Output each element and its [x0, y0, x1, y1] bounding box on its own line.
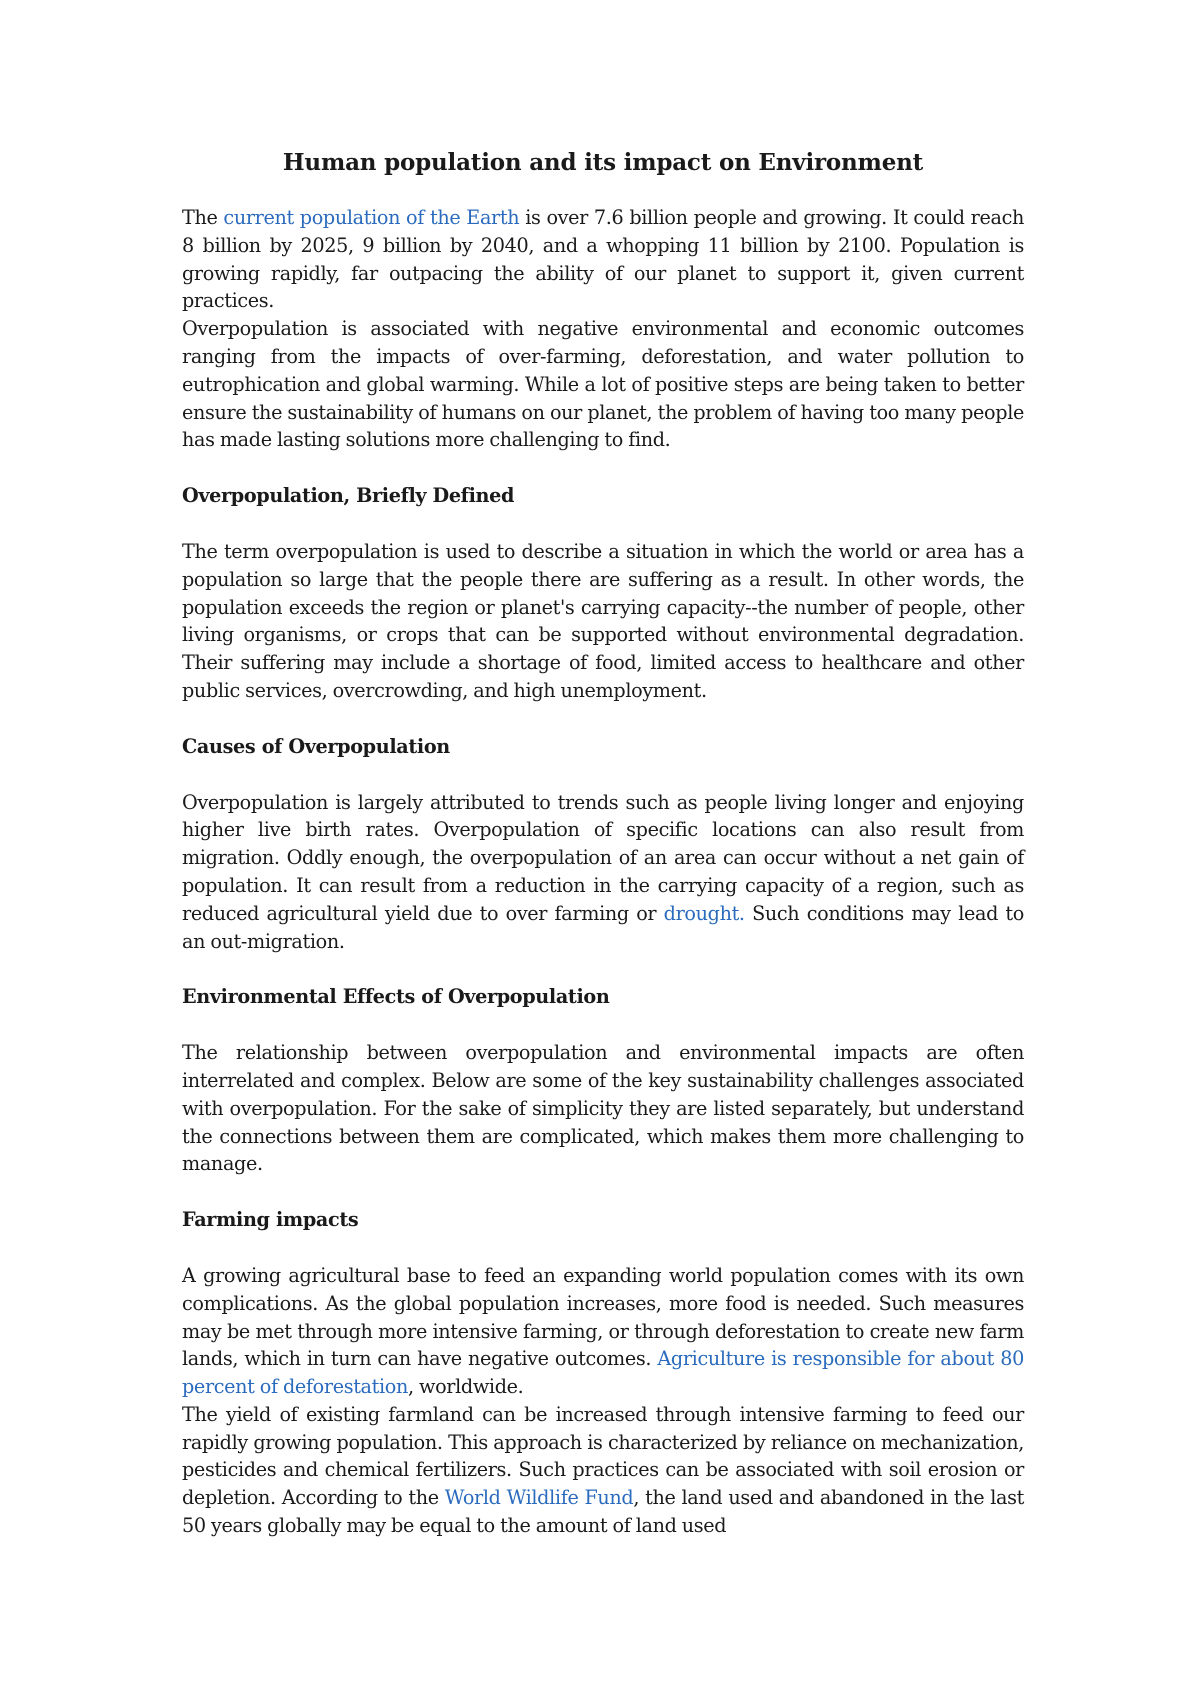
- text-run: , worldwide.: [408, 1375, 524, 1399]
- text-run: The: [182, 206, 224, 229]
- text-run: The yield of existing farmland can be increased through intensive farming to feed our rapidly growing population. This approach is characterized by reliance on mechanization, pesticides and chemical fertilizers. Such practices can be associated with soil erosion or depletion. According to the: [182, 1402, 1024, 1510]
- heading-overpopulation-defined: Overpopulation, Briefly Defined: [182, 484, 515, 508]
- farming-paragraph-1: [182, 1262, 1024, 1401]
- wwf-link[interactable]: World Wildlife Fund: [444, 1486, 634, 1510]
- defined-paragraph: The term overpopulation is used to describe a situation in which the world or area has a population so large that the people there are suffering as a result. In other words, the population exceeds the region or planet's carrying capacity--the number of people, other living organisms, or crops that can be supported without environmental degradation. Their suffering may include a shortage of food, limited access to healthcare and other public services, overcrowding, and high unemployment.: [182, 539, 1024, 702]
- intro-paragraph-1: [182, 204, 1024, 315]
- drought-link[interactable]: drought.: [663, 901, 745, 925]
- text-run: A growing agricultural base to feed an expanding world population comes with its own complications. As the global population increases, more food is needed. Such measures may be met through more intensive farming, or through deforestation to create new farm lands, which in turn can have negative outcomes.: [182, 1263, 1024, 1371]
- causes-paragraph: [182, 789, 1024, 956]
- document-page: [182, 146, 1024, 1540]
- text-run: Such conditions may lead to an out-migration.: [182, 901, 1024, 953]
- heading-causes: Causes of Overpopulation: [182, 734, 450, 758]
- earth-population-link[interactable]: current population of the Earth: [223, 206, 520, 229]
- text-run: is over 7.6 billion people and growing. It could reach 8 billion by 2025, 9 billion by 2040, and a whopping 11 billion by 2100. Population is growing rapidly, far outpacing the ability of our planet to support it, given current practices.: [182, 206, 1024, 313]
- farming-paragraph-2: [182, 1401, 1024, 1540]
- deforestation-link[interactable]: Agriculture is responsible for about 80 percent of deforestation: [182, 1347, 1024, 1399]
- heading-environmental-effects: Environmental Effects of Overpopulation: [182, 985, 610, 1009]
- heading-farming-impacts: Farming impacts: [182, 1208, 359, 1232]
- text-run: , the land used and abandoned in the last 50 years globally may be equal to the amount of land used: [182, 1486, 1024, 1538]
- page-title: Human population and its impact on Environment: [282, 149, 924, 176]
- effects-paragraph: The relationship between overpopulation and environmental impacts are often interrelated and complex. Below are some of the key sustainability challenges associated with overpopulation. For the sake of simplicity they are listed separately, but understand the connections between them are complicated, which makes them more challenging to manage.: [182, 1041, 1024, 1176]
- intro-paragraph-2: Overpopulation is associated with negative environmental and economic outcomes ranging from the impacts of over-farming, deforestation, and water pollution to eutrophication and global warming. While a lot of positive steps are being taken to better ensure the sustainability of humans on our planet, the problem of having too many people has made lasting solutions more challenging to find.: [182, 317, 1024, 452]
- text-run: Overpopulation is largely attributed to trends such as people living longer and enjoying higher live birth rates. Overpopulation of specific locations can also result from migration. Oddly enough, the overpopulation of an area can occur without a net gain of population. It can result from a reduction in the carrying capacity of a region, such as reduced agricultural yield due to over farming or: [182, 790, 1024, 925]
